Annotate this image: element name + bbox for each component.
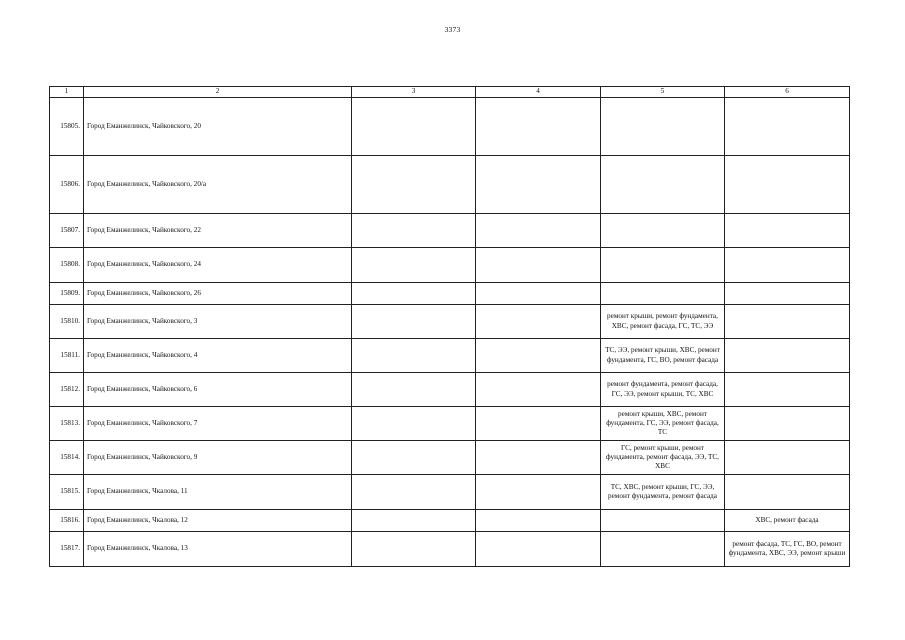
row-col4 — [476, 510, 601, 532]
row-col5 — [601, 248, 725, 283]
table-row — [50, 510, 850, 532]
row-address: Город Еманжелинск, Чайковского, 3 — [84, 305, 352, 339]
header-row — [50, 87, 850, 98]
row-col6 — [725, 156, 850, 214]
row-col6 — [725, 214, 850, 248]
row-col4 — [476, 305, 601, 339]
row-address: Город Еманжелинск, Чайковского, 26 — [84, 283, 352, 305]
row-col5: ГС, ремонт крыши, ремонт фундамента, ремонт фасада, ЭЭ, ТС, ХВС — [601, 441, 725, 475]
row-col4 — [476, 532, 601, 567]
row-col6 — [725, 283, 850, 305]
row-col3 — [352, 532, 476, 567]
row-number: 15814. — [50, 441, 84, 475]
row-number: 15816. — [50, 510, 84, 532]
row-number: 15808. — [50, 248, 84, 283]
table-row — [50, 214, 850, 248]
column-header: 5 — [601, 87, 725, 98]
table-row — [50, 339, 850, 373]
row-col3 — [352, 441, 476, 475]
register-table — [49, 86, 850, 567]
row-col6 — [725, 407, 850, 441]
row-col4 — [476, 407, 601, 441]
row-col4 — [476, 98, 601, 156]
row-col5 — [601, 98, 725, 156]
column-header: 1 — [50, 87, 84, 98]
row-col3 — [352, 339, 476, 373]
table-row — [50, 248, 850, 283]
row-col6 — [725, 98, 850, 156]
row-col6: ремонт фасада, ТС, ГС, ВО, ремонт фундамента, ХВС, ЭЭ, ремонт крыши — [725, 532, 850, 567]
row-col5: ТС, ХВС, ремонт крыши, ГС, ЭЭ, ремонт фундамента, ремонт фасада — [601, 475, 725, 510]
row-col3 — [352, 510, 476, 532]
row-col4 — [476, 248, 601, 283]
row-col6 — [725, 373, 850, 407]
row-col3 — [352, 214, 476, 248]
row-number: 15815. — [50, 475, 84, 510]
row-address: Город Еманжелинск, Чкалова, 13 — [84, 532, 352, 567]
row-col6 — [725, 441, 850, 475]
row-number: 15806. — [50, 156, 84, 214]
row-col5: ремонт фундамента, ремонт фасада, ГС, ЭЭ, ремонт крыши, ТС, ХВС — [601, 373, 725, 407]
row-col6 — [725, 305, 850, 339]
row-col3 — [352, 98, 476, 156]
row-address: Город Еманжелинск, Чкалова, 11 — [84, 475, 352, 510]
row-number: 15813. — [50, 407, 84, 441]
row-col4 — [476, 339, 601, 373]
table-row — [50, 156, 850, 214]
row-col5 — [601, 156, 725, 214]
row-col4 — [476, 475, 601, 510]
row-address: Город Еманжелинск, Чайковского, 7 — [84, 407, 352, 441]
table-row — [50, 283, 850, 305]
row-col5: ТС, ЭЭ, ремонт крыши, ХВС, ремонт фундамента, ГС, ВО, ремонт фасада — [601, 339, 725, 373]
row-col4 — [476, 283, 601, 305]
row-col5 — [601, 283, 725, 305]
row-address: Город Еманжелинск, Чайковского, 9 — [84, 441, 352, 475]
table-row — [50, 98, 850, 156]
table-row — [50, 532, 850, 567]
row-col4 — [476, 441, 601, 475]
row-number: 15812. — [50, 373, 84, 407]
table-row — [50, 305, 850, 339]
row-col4 — [476, 156, 601, 214]
row-address: Город Еманжелинск, Чайковского, 20/а — [84, 156, 352, 214]
row-number: 15809. — [50, 283, 84, 305]
row-col3 — [352, 305, 476, 339]
column-header: 4 — [476, 87, 601, 98]
row-number: 15807. — [50, 214, 84, 248]
row-col3 — [352, 248, 476, 283]
row-col6 — [725, 248, 850, 283]
page-number: 3373 — [444, 25, 461, 34]
row-address: Город Еманжелинск, Чкалова, 12 — [84, 510, 352, 532]
row-col3 — [352, 475, 476, 510]
row-address: Город Еманжелинск, Чайковского, 24 — [84, 248, 352, 283]
row-col3 — [352, 156, 476, 214]
row-address: Город Еманжелинск, Чайковского, 22 — [84, 214, 352, 248]
row-number: 15805. — [50, 98, 84, 156]
row-col6 — [725, 339, 850, 373]
row-number: 15811. — [50, 339, 84, 373]
row-col5 — [601, 532, 725, 567]
row-col5: ремонт крыши, ХВС, ремонт фундамента, ГС, ЭЭ, ремонт фасада, ТС — [601, 407, 725, 441]
row-col3 — [352, 283, 476, 305]
column-header: 2 — [84, 87, 352, 98]
row-col5 — [601, 510, 725, 532]
table-row — [50, 407, 850, 441]
row-address: Город Еманжелинск, Чайковского, 4 — [84, 339, 352, 373]
row-col4 — [476, 214, 601, 248]
column-header: 6 — [725, 87, 850, 98]
row-col5: ремонт крыши, ремонт фундамента, ХВС, ремонт фасада, ГС, ТС, ЭЭ — [601, 305, 725, 339]
row-col6: ХВС, ремонт фасада — [725, 510, 850, 532]
table-row — [50, 373, 850, 407]
row-address: Город Еманжелинск, Чайковского, 20 — [84, 98, 352, 156]
row-address: Город Еманжелинск, Чайковского, 6 — [84, 373, 352, 407]
row-col3 — [352, 373, 476, 407]
row-col4 — [476, 373, 601, 407]
table-row — [50, 475, 850, 510]
row-number: 15810. — [50, 305, 84, 339]
row-col3 — [352, 407, 476, 441]
row-col5 — [601, 214, 725, 248]
row-number: 15817. — [50, 532, 84, 567]
column-header: 3 — [352, 87, 476, 98]
table-row — [50, 441, 850, 475]
row-col6 — [725, 475, 850, 510]
